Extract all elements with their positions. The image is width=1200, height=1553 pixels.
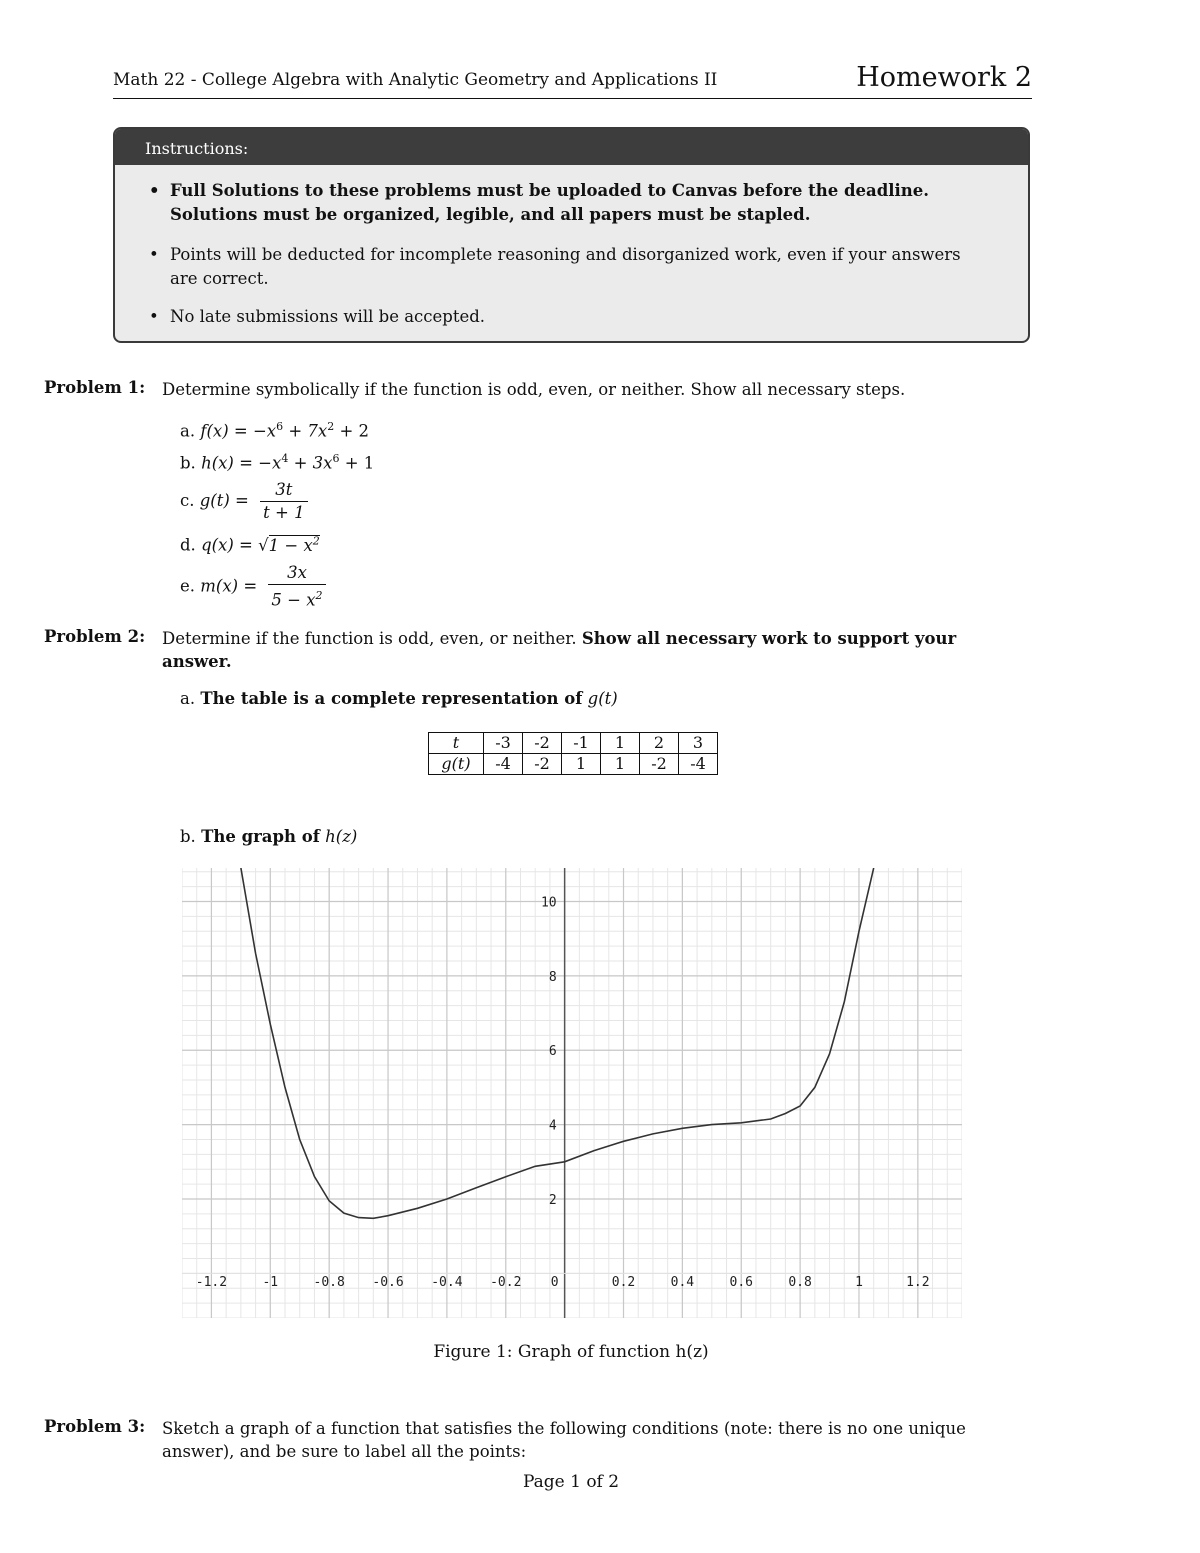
table-row: [429, 754, 718, 775]
x-tick-label: 1: [855, 1274, 863, 1290]
problem-3-line: answer), and be sure to label all the points:: [162, 1442, 527, 1461]
instruction-item: [149, 179, 1020, 227]
item-letter: b.: [180, 827, 196, 846]
problem-2-part-a: [180, 689, 618, 708]
item-letter: e.: [180, 576, 196, 596]
numerator: 3t: [260, 479, 307, 502]
page-footer: Page 1 of 2: [522, 1472, 620, 1492]
y-tick-label: 10: [540, 895, 557, 911]
x-tick-label: -1.2: [195, 1274, 228, 1290]
item-letter: a.: [180, 421, 196, 441]
denominator-text: 5 − x: [271, 590, 316, 610]
problem-2-part-b: [180, 827, 357, 846]
axes: [182, 868, 962, 1318]
radicand: [269, 535, 320, 555]
problem-1-item-b: [180, 452, 374, 473]
table-cell: 2: [640, 733, 679, 754]
item-letter: d.: [180, 535, 196, 555]
instruction-line: No late submissions will be accepted.: [170, 307, 486, 326]
x-tick-label: -1: [262, 1274, 279, 1290]
x-tick-label: -0.2: [490, 1274, 522, 1290]
table-cell: -1: [562, 733, 601, 754]
item-letter: b.: [180, 453, 196, 473]
x-tick-label: 0.2: [611, 1274, 636, 1290]
table-cell: -4: [679, 754, 718, 775]
g-table: [428, 732, 718, 775]
figure-caption: Figure 1: Graph of function h(z): [433, 1342, 709, 1362]
denominator: [268, 585, 325, 612]
x-tick-label: 0: [550, 1274, 559, 1290]
exponent: 2: [327, 420, 335, 433]
instructions-heading: Instructions:: [115, 129, 1028, 165]
expr: g(t) =: [199, 491, 249, 510]
homework-title: Homework 2: [856, 62, 1032, 93]
expr: h(x) = −x: [201, 453, 282, 473]
exponent: 2: [312, 534, 320, 547]
instruction-item: [149, 305, 1020, 329]
y-tick-label: 6: [548, 1044, 557, 1060]
table-cell: -2: [523, 733, 562, 754]
problem-2-sentence: Determine if the function is odd, even, or neither.: [162, 629, 577, 648]
table-cell: 1: [601, 754, 640, 775]
expr: + 1: [339, 453, 375, 473]
problem-3-line: Sketch a graph of a function that satisfies the following conditions (note: there is no one unique: [162, 1419, 966, 1438]
instruction-line: Points will be deducted for incomplete reasoning and disorganized work, even if your answers: [170, 245, 961, 264]
problem-1-label: Problem 1:: [44, 378, 146, 397]
expr: q(x) =: [201, 535, 253, 555]
table-cell: -2: [640, 754, 679, 775]
grid-minor: [182, 868, 962, 1318]
table-header-cell: g(t): [429, 754, 484, 775]
x-tick-label: -0.8: [313, 1274, 345, 1290]
function-name: g(t): [587, 689, 618, 708]
item-letter: a.: [180, 689, 196, 708]
x-tick-label: 0.4: [670, 1274, 695, 1290]
exponent: 6: [332, 452, 340, 465]
instruction-line: are correct.: [170, 269, 269, 288]
table-cell: -2: [523, 754, 562, 775]
radicand-text: 1 − x: [268, 535, 313, 555]
x-tick-label: 0.8: [788, 1274, 812, 1290]
h-curve: [241, 868, 874, 1218]
expr: f(x) = −x: [200, 421, 277, 441]
exponent: 6: [276, 420, 284, 433]
part-b-text: The graph of: [201, 827, 320, 846]
problem-2-text: [162, 627, 1032, 673]
problem-2-emphasis: answer.: [162, 652, 232, 671]
problem-3-label: Problem 3:: [44, 1417, 146, 1436]
expr: + 3x: [288, 453, 333, 473]
y-tick-label: 4: [548, 1118, 557, 1134]
part-a-text: The table is a complete representation of: [200, 689, 583, 708]
sqrt-icon: √: [258, 535, 269, 555]
problem-3-text: [162, 1417, 1032, 1463]
function-graph: [182, 868, 962, 1318]
tick-labels: [196, 895, 930, 1289]
problem-2-emphasis: Show all necessary work to support your: [581, 629, 957, 648]
fraction: [260, 479, 307, 524]
y-tick-label: 8: [548, 969, 557, 985]
expr: + 7x: [283, 421, 328, 441]
instructions-box: [113, 127, 1030, 343]
x-tick-label: 1.2: [906, 1274, 930, 1290]
expr: m(x) =: [200, 576, 258, 596]
table-cell: -4: [484, 754, 523, 775]
table-cell: 3: [679, 733, 718, 754]
bullet-icon: •: [149, 245, 159, 264]
y-tick-label: 2: [548, 1192, 557, 1208]
table-header-cell: t: [429, 733, 484, 754]
numerator: 3x: [268, 562, 325, 585]
x-tick-label: -0.6: [372, 1274, 404, 1290]
table-cell: 1: [562, 754, 601, 775]
problem-1-item-e: [180, 562, 326, 612]
bullet-icon: •: [149, 307, 159, 326]
denominator: t + 1: [263, 503, 305, 522]
item-letter: c.: [180, 491, 195, 510]
instruction-line: Solutions must be organized, legible, and all papers must be stapled.: [170, 205, 811, 224]
bullet-icon: •: [149, 181, 160, 200]
grid-major: [182, 868, 962, 1318]
header-rule: [113, 98, 1032, 99]
problem-1-text: Determine symbolically if the function is odd, even, or neither. Show all necessary steps.: [162, 380, 906, 399]
problem-1-item-a: [180, 420, 369, 441]
x-tick-label: 0.6: [729, 1274, 753, 1290]
problem-1-item-d: [180, 534, 320, 555]
instruction-item: [149, 243, 1020, 291]
fraction: [268, 562, 325, 612]
course-title: Math 22 - College Algebra with Analytic Geometry and Applications II: [113, 70, 718, 90]
expr: + 2: [334, 421, 370, 441]
exponent: 2: [315, 589, 323, 602]
table-cell: -3: [484, 733, 523, 754]
instruction-line: Full Solutions to these problems must be uploaded to Canvas before the deadline.: [170, 181, 930, 200]
table-cell: 1: [601, 733, 640, 754]
function-name: h(z): [325, 827, 358, 846]
problem-1-item-c: [180, 479, 308, 524]
x-tick-label: -0.4: [431, 1274, 463, 1290]
problem-2-label: Problem 2:: [44, 627, 146, 646]
table-row: [429, 733, 718, 754]
exponent: 4: [281, 452, 289, 465]
